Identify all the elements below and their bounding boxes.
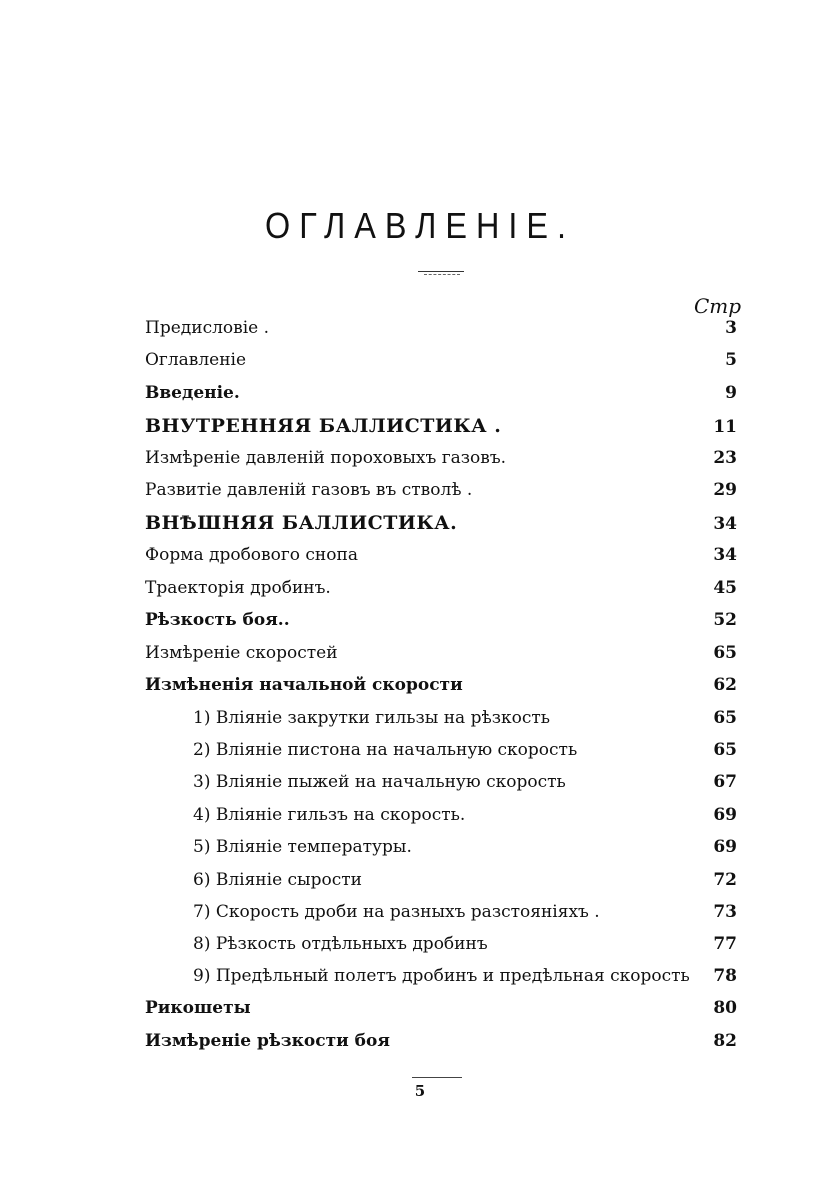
toc-entry-title: 9) Предѣльный полетъ дробинъ и предѣльная скорость xyxy=(193,966,690,986)
toc-entry-title: Траекторія дробинъ. xyxy=(145,578,331,598)
toc-entry-page: 52 xyxy=(713,610,737,630)
toc-entry-title: 4) Вліяніе гильзъ на скорость. xyxy=(193,805,466,825)
toc-entry-page: 11 xyxy=(713,417,737,437)
toc-entry-title: Рѣзкость боя.. xyxy=(145,610,290,630)
toc-entry-page: 65 xyxy=(713,643,737,663)
toc-entry-page: 77 xyxy=(713,934,737,954)
toc-entry xyxy=(145,480,737,508)
toc-entry-page: 9 xyxy=(725,383,737,403)
toc-entry-title: 3) Вліяніе пыжей на начальную скорость xyxy=(193,772,566,792)
toc-entry-page: 69 xyxy=(713,837,737,857)
toc-entry-title: ВНУТРЕННЯЯ БАЛЛИСТИКА . xyxy=(145,415,502,437)
toc-entry xyxy=(145,350,737,378)
toc-entry-title: Оглавленіе xyxy=(145,350,247,370)
footer-page-number: 5 xyxy=(414,1082,426,1100)
toc-entry-title: Форма дробового снопа xyxy=(145,545,358,565)
toc-entry xyxy=(145,610,737,638)
toc-entry-page: 67 xyxy=(713,772,737,792)
toc-entry-page: 34 xyxy=(713,545,737,565)
toc-entry xyxy=(145,578,737,606)
toc-entry-page: 29 xyxy=(713,480,737,500)
toc-entry xyxy=(145,448,737,476)
toc-subentry xyxy=(193,966,737,994)
toc-entry xyxy=(145,675,737,703)
toc-entry-page: 69 xyxy=(713,805,737,825)
toc-entry-page: 34 xyxy=(713,514,737,534)
toc-entry-page: 62 xyxy=(713,675,737,695)
toc-entry-title: Измѣреніе рѣзкости боя xyxy=(145,1031,390,1051)
toc-entry-title: 1) Вліяніе закрутки гильзы на рѣзкость xyxy=(193,708,551,728)
toc-subentry xyxy=(193,740,737,768)
toc-entry xyxy=(145,998,737,1026)
toc-entry-title: 8) Рѣзкость отдѣльныхъ дробинъ xyxy=(193,934,488,954)
toc-subentry xyxy=(193,870,737,898)
page-title: ОГЛАВЛЕНІЕ. xyxy=(265,205,575,246)
toc-entry xyxy=(145,643,737,671)
toc-subentry xyxy=(193,708,737,736)
toc-entry xyxy=(145,1031,737,1059)
toc-entry-page: 73 xyxy=(713,902,737,922)
toc-section-heading xyxy=(145,512,737,540)
toc-subentry xyxy=(193,902,737,930)
toc-entry-page: 5 xyxy=(725,350,737,370)
toc-entry xyxy=(145,318,737,346)
toc-entry-title: 7) Скорость дроби на разныхъ разстояніяхъ . xyxy=(193,902,600,922)
title-divider-dashed xyxy=(424,274,460,275)
toc-entry-title: Предисловіе . xyxy=(145,318,269,338)
toc-entry-title: 5) Вліяніе температуры. xyxy=(193,837,412,857)
toc-entry-page: 65 xyxy=(713,708,737,728)
toc-entry-title: ВНѢШНЯЯ БАЛЛИСТИКА. xyxy=(145,512,458,534)
title-divider xyxy=(418,271,464,272)
toc-entry-title: Измѣреніе давленій пороховыхъ газовъ. xyxy=(145,448,507,468)
toc-entry-page: 82 xyxy=(713,1031,737,1051)
page-column-header: Стр xyxy=(694,294,742,318)
toc-entry-title: Развитіе давленій газовъ въ стволѣ . xyxy=(145,480,473,500)
toc-entry-title: Измѣненія начальной скорости xyxy=(145,675,463,695)
toc-entry-page: 72 xyxy=(713,870,737,890)
toc-subentry xyxy=(193,934,737,962)
toc-entry-title: Введеніе. xyxy=(145,383,240,403)
footer-divider xyxy=(412,1077,462,1078)
toc-entry-title: Рикошеты xyxy=(145,998,251,1018)
toc-entry-page: 45 xyxy=(713,578,737,598)
toc-subentry xyxy=(193,805,737,833)
toc-entry-page: 3 xyxy=(725,318,737,338)
toc-entry xyxy=(145,383,737,411)
toc-entry xyxy=(145,545,737,573)
toc-entry-page: 80 xyxy=(713,998,737,1018)
toc-entry-title: Измѣреніе скоростей xyxy=(145,643,338,663)
toc-entry-title: 6) Вліяніе сырости xyxy=(193,870,362,890)
toc-section-heading xyxy=(145,415,737,443)
toc-entry-page: 78 xyxy=(713,966,737,986)
toc-entry-title: 2) Вліяніе пистона на начальную скорость xyxy=(193,740,578,760)
toc-entry-page: 65 xyxy=(713,740,737,760)
toc-subentry xyxy=(193,837,737,865)
toc-entry-page: 23 xyxy=(713,448,737,468)
toc-subentry xyxy=(193,772,737,800)
